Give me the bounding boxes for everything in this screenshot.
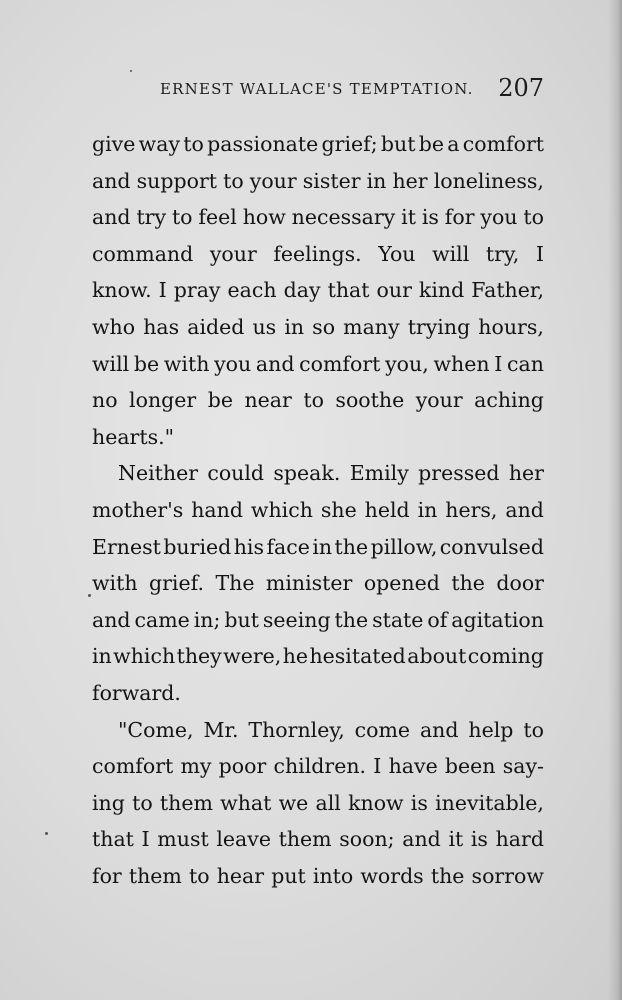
word: feel [198, 205, 237, 230]
word: your [415, 388, 463, 413]
text-line [92, 163, 544, 200]
word: the [430, 863, 465, 888]
word: passionate [207, 132, 319, 156]
word: in; [193, 607, 221, 632]
word: each [227, 278, 277, 303]
text-line [92, 199, 544, 236]
word: for [444, 205, 475, 230]
text-line [92, 492, 544, 529]
word: them [128, 863, 182, 888]
word: who [92, 314, 136, 339]
page-number: 207 [498, 74, 544, 102]
text-line [92, 712, 544, 749]
word: I [535, 241, 544, 266]
word: pray [173, 278, 221, 303]
word: soon; [339, 827, 395, 852]
word: Neither [118, 461, 198, 486]
word: us [252, 314, 277, 339]
word: minister [265, 571, 353, 596]
word: seeing [262, 607, 331, 632]
text-line [92, 821, 544, 858]
text-line [92, 346, 544, 383]
word: you [214, 351, 252, 376]
word: that [92, 827, 134, 852]
word: day [283, 278, 321, 303]
word: many [343, 314, 400, 339]
word: you, [385, 351, 429, 376]
text-line [92, 675, 544, 712]
word: and [505, 497, 544, 522]
word: it [401, 205, 416, 230]
word: be [207, 388, 233, 413]
word: to [523, 717, 544, 742]
word: know [348, 790, 404, 815]
word: of [427, 607, 448, 632]
word: your [209, 241, 257, 266]
word: hard [495, 827, 544, 852]
word: Thornley, [248, 717, 345, 742]
word: put [271, 863, 306, 888]
word: to [171, 205, 193, 230]
word: near [244, 388, 292, 413]
word: Mr. [203, 717, 239, 742]
word: way [138, 132, 181, 156]
word: soothe [335, 388, 405, 413]
word: sorrow [471, 863, 544, 888]
word: convulsed [439, 534, 544, 559]
word: and [92, 607, 131, 632]
text-line [92, 638, 544, 675]
word: but [380, 132, 416, 156]
word: it [448, 827, 464, 852]
word: all [315, 790, 341, 815]
word: no [92, 388, 118, 413]
word: opened [363, 571, 440, 596]
word: state [372, 607, 424, 632]
word: I [158, 278, 167, 303]
word: words [360, 863, 424, 888]
word: what [220, 790, 272, 815]
word: coming [467, 644, 544, 669]
word: about [407, 644, 467, 669]
stray-mark [88, 594, 91, 597]
word: be [418, 132, 444, 156]
word: pressed [418, 461, 500, 486]
word: "Come, [118, 717, 194, 742]
word: know. [92, 278, 152, 303]
word: to [189, 863, 210, 888]
word: be [133, 351, 160, 376]
word: she [320, 497, 357, 522]
text-line [92, 529, 544, 566]
word: loneliness, [433, 168, 544, 193]
word: I [494, 351, 503, 376]
word: comfort [299, 351, 381, 376]
word: can [507, 351, 544, 376]
word: with [92, 571, 138, 596]
word: leave [216, 827, 271, 852]
word: been [444, 754, 496, 779]
stray-mark [130, 70, 132, 72]
word: hear [216, 863, 265, 888]
word: aided [187, 314, 245, 339]
word: into [312, 863, 354, 888]
word: my [180, 754, 212, 779]
word: poor [218, 754, 267, 779]
word: when [433, 351, 490, 376]
word: to [132, 790, 153, 815]
body-text [92, 126, 544, 894]
text-line [92, 126, 544, 163]
word: his [233, 534, 264, 559]
word: try [136, 205, 167, 230]
word: could [207, 461, 265, 486]
word: You [378, 241, 416, 266]
word: we [278, 790, 309, 815]
word: her [508, 461, 544, 486]
word: and [419, 717, 459, 742]
word: for [92, 863, 122, 888]
text-line [92, 419, 544, 456]
word: they [176, 644, 222, 669]
word: come [354, 717, 411, 742]
word: which [250, 497, 313, 522]
word: The [215, 571, 255, 596]
word: help [468, 717, 514, 742]
word: them [278, 827, 332, 852]
word: were, [223, 644, 282, 669]
word: Father, [471, 278, 544, 303]
text-line [92, 455, 544, 492]
word: hand [191, 497, 243, 522]
word: which [113, 644, 176, 669]
word: in [92, 644, 112, 669]
word: the [334, 607, 369, 632]
word: must [157, 827, 209, 852]
word: hesitated [309, 644, 406, 669]
word: door [496, 571, 544, 596]
word: agitation [451, 607, 544, 632]
word: aching [474, 388, 544, 413]
word: try, [485, 241, 520, 266]
word: Emily [349, 461, 409, 486]
word: ing [92, 790, 125, 815]
word: I [373, 754, 382, 779]
word: in [312, 534, 333, 559]
word: will [92, 351, 130, 376]
word: hearts." [92, 424, 175, 449]
word: your [249, 168, 297, 193]
word: the [451, 571, 485, 596]
text-line [92, 272, 544, 309]
word: and [402, 827, 441, 852]
word: and [255, 351, 295, 376]
word: in [417, 497, 438, 522]
running-head [160, 74, 544, 114]
word: to [183, 132, 204, 156]
word: held [364, 497, 410, 522]
word: you [480, 205, 518, 230]
word: necessary [291, 205, 396, 230]
word: that [327, 278, 370, 303]
text-line [92, 565, 544, 602]
running-title: ERNEST WALLACE'S TEMPTATION. [160, 80, 474, 98]
word: will [432, 241, 470, 266]
stray-mark [45, 832, 48, 835]
word: her [392, 168, 428, 193]
word: a [447, 132, 460, 156]
page-edge-shadow [608, 0, 622, 1000]
word: kind [418, 278, 465, 303]
word: pillow, [370, 534, 438, 559]
word: grief. [149, 571, 204, 596]
word: them [159, 790, 213, 815]
word: came [134, 607, 190, 632]
word: mother's [92, 497, 184, 522]
word: is [421, 205, 439, 230]
text-line [92, 858, 544, 895]
word: longer [129, 388, 197, 413]
word: in [366, 168, 387, 193]
word: and [92, 205, 131, 230]
word: the [334, 534, 369, 559]
word: buried [163, 534, 232, 559]
word: support [136, 168, 217, 193]
word: command [92, 241, 194, 266]
word: forward. [92, 680, 181, 705]
word: is [470, 827, 488, 852]
text-line [92, 748, 544, 785]
text-line [92, 785, 544, 822]
word: is [410, 790, 428, 815]
word: to [303, 388, 324, 413]
word: speak. [273, 461, 341, 486]
word: so [312, 314, 336, 339]
word: sister [302, 168, 361, 193]
word: in [284, 314, 305, 339]
word: comfort [92, 754, 174, 779]
word: Ernest [92, 534, 161, 559]
text-line [92, 382, 544, 419]
word: give [92, 132, 136, 156]
word: with [163, 351, 210, 376]
word: but [224, 607, 259, 632]
word: has [143, 314, 180, 339]
text-line [92, 602, 544, 639]
word: grief; [321, 132, 378, 156]
word: how [242, 205, 286, 230]
word: to [523, 205, 544, 230]
word: inevitable, [435, 790, 544, 815]
word: to [223, 168, 244, 193]
word: children. [273, 754, 367, 779]
word: I [141, 827, 150, 852]
word: feelings. [273, 241, 362, 266]
text-line [92, 236, 544, 273]
word: have [388, 754, 438, 779]
text-line [92, 309, 544, 346]
word: hers, [445, 497, 498, 522]
word: comfort [462, 132, 544, 156]
word: trying [407, 314, 471, 339]
word: face [266, 534, 310, 559]
word: say- [502, 754, 544, 779]
word: our [376, 278, 412, 303]
word: he [282, 644, 309, 669]
word: hours, [478, 314, 544, 339]
word: and [92, 168, 131, 193]
